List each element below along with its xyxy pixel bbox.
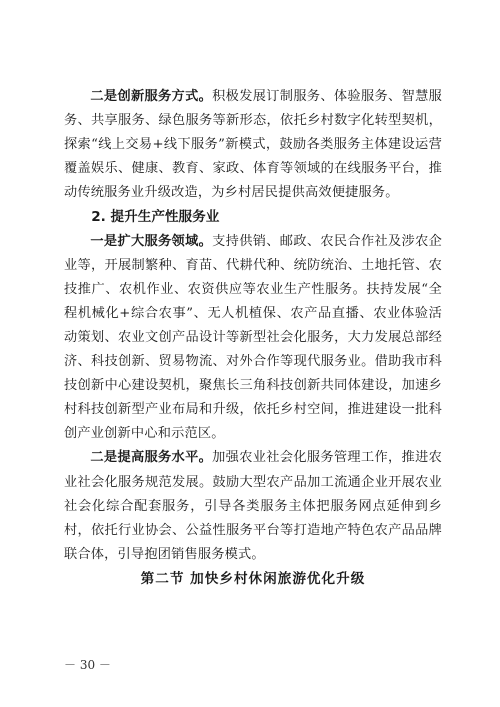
paragraph-improve-level	[64, 446, 442, 566]
paragraph-expand-scope	[64, 230, 442, 447]
paragraph-text: 积极发展订制服务、体验服务、智慧服务、共享服务、绿色服务等新形态，依托乡村数字化转型契机，探索“线上交易+线下服务”新模式，鼓励各类服务主体建设运营覆盖娱乐、健康、教育、家政、体育等领域的在线服务平台，推动传统服务业升级改造，为乡村居民提供高效便捷服务。	[64, 89, 442, 201]
page-number: － 30 －	[64, 658, 111, 672]
section-title: 第二节 加快乡村休闲旅游优化升级	[140, 570, 366, 587]
paragraph-lead: 二是提高服务水平。	[90, 450, 213, 466]
paragraph-text: 加强农业社会化服务管理工作，推进农业社会化服务规范发展。鼓励大型农产品加工流通企业开展农业社会化综合配套服务，引导各类服务主体把服务网点延伸到乡村，依托行业协会、公益性服务平台等打造地产特色农产品品牌联合体，引导抱团销售服务模式。	[64, 450, 442, 562]
paragraph-lead: 一是扩大服务领域。	[90, 233, 213, 249]
paragraph-text: 支持供销、邮政、农民合作社及涉农企业等，开展制繁种、育苗、代耕代种、统防统治、土地托管、农技推广、农机作业、农资供应等农业生产性服务。扶持发展“全程机械化+综合农事”、无人机植保、农产品直播、农业体验活动策划、农业文创产品设计等新型社会化服务，大力发展总部经济、科技创新、贸易物流、对外合作等现代服务业。借助我市科技创新中心建设契机，聚焦长三角科技创新共同体建设，加速乡村科技创新型产业布局和升级，依托乡村空间，推进建设一批科创产业创新中心和示范区。	[64, 233, 442, 442]
paragraph-lead: 二是创新服务方式。	[90, 89, 213, 104]
paragraph-innovate-service	[64, 85, 442, 205]
page-body	[64, 85, 442, 591]
subsection-heading: 2. 提升生产性服务业	[91, 209, 220, 226]
